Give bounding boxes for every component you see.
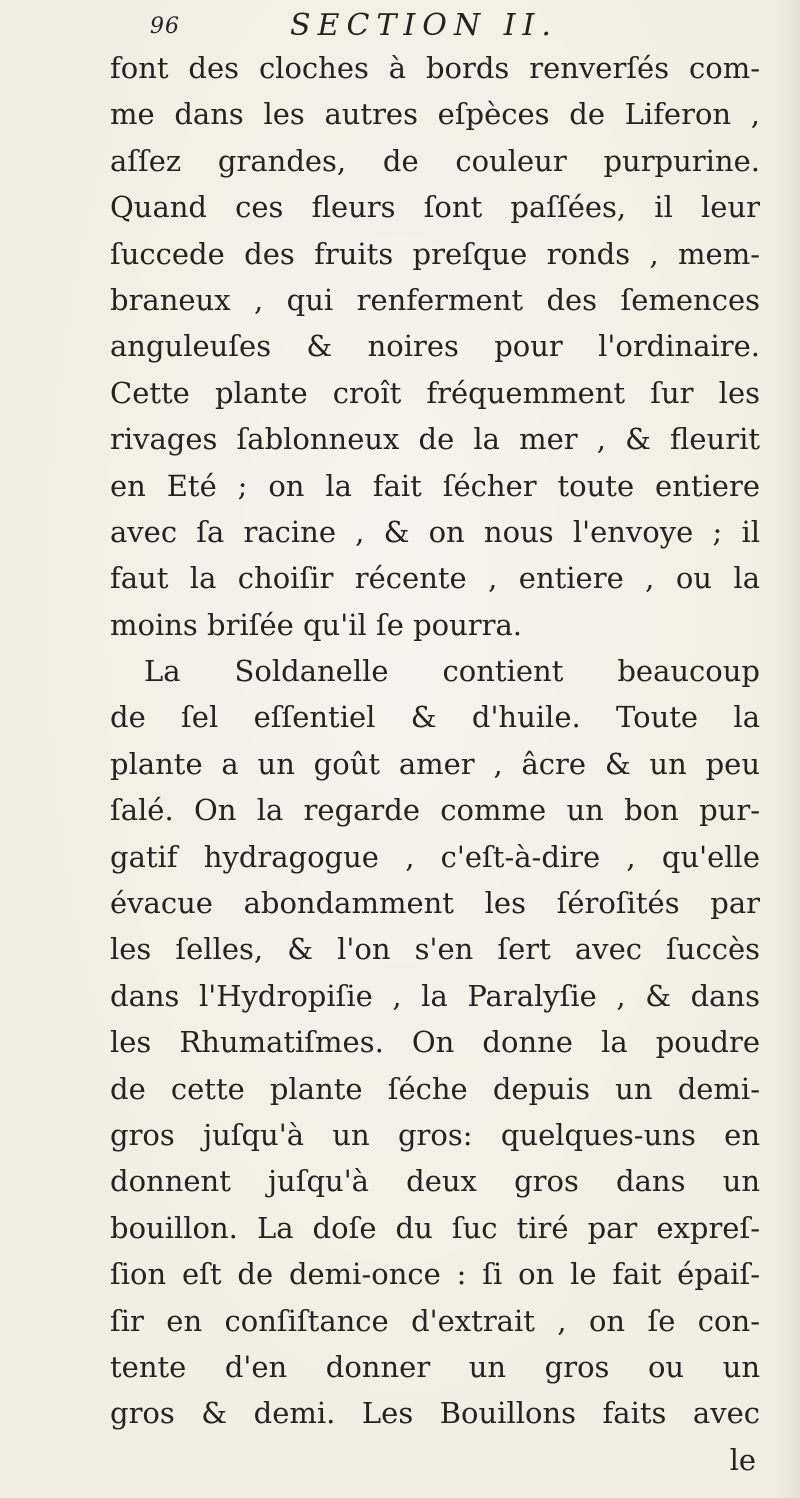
running-head: SECTION II. (290, 8, 558, 43)
text-line: plante a un goût amer , âcre & un peu (110, 746, 760, 781)
text-line: avec ſa racine , & on nous l'envoye ; il (110, 514, 760, 549)
body-text (110, 45, 760, 1483)
text-line: faut la choiſir récente , entiere , ou la (110, 561, 760, 596)
text-line: me dans les autres eſpèces de Liferon , (110, 97, 760, 132)
text-line: gros & demi. Les Bouillons faits avec (110, 1396, 760, 1431)
catchword: le (729, 1442, 756, 1477)
text-line: ſalé. On la regarde comme un bon pur- (110, 793, 760, 828)
paragraph-start-line: La Soldanelle contient beaucoup (144, 654, 760, 689)
text-line: Quand ces fleurs ſont paſſées, il leur (110, 190, 760, 225)
text-line: de ſel eſſentiel & d'huile. Toute la (110, 700, 760, 735)
text-line: dans l'Hydropiſie , la Paralyſie , & dans (110, 978, 760, 1013)
text-line: de cette plante ſéche depuis un demi- (110, 1071, 760, 1106)
text-line: Cette plante croît fréquemment ſur les (110, 375, 760, 410)
text-line: font des cloches à bords renverſés com- (110, 51, 760, 85)
text-line: les ſelles, & l'on s'en ſert avec ſuccès (110, 932, 760, 967)
text-line: bouillon. La doſe du ſuc tiré par expreſ- (110, 1210, 760, 1245)
page-edge-shadow (774, 0, 800, 1498)
text-line: ſir en conſiſtance d'extrait , on ſe con- (110, 1303, 760, 1338)
page-number: 96 (150, 14, 180, 39)
text-line: les Rhumatiſmes. On donne la poudre (110, 1025, 760, 1060)
text-line: gros juſqu'à un gros: quelques-uns en (110, 1117, 760, 1152)
text-line: ſuccede des fruits preſque ronds , mem- (110, 236, 760, 271)
text-line: tente d'en donner un gros ou un (110, 1349, 760, 1384)
text-line: rivages ſablonneux de la mer , & fleurit (110, 422, 760, 457)
text-line: donnent juſqu'à deux gros dans un (110, 1164, 760, 1199)
text-line: anguleuſes & noires pour l'ordinaire. (110, 329, 760, 364)
text-line: braneux , qui renferment des ſemences (110, 282, 760, 317)
text-line: en Eté ; on la fait ſécher toute entiere (110, 468, 760, 503)
paragraph-end-line: moins briſée qu'il ſe pourra. (110, 607, 523, 642)
text-line: aſſez grandes, de couleur purpurine. (110, 143, 760, 178)
text-line: évacue abondamment les ſéroſités par (110, 886, 760, 921)
text-line: gatif hydragogue , c'eſt-à-dire , qu'elle (110, 839, 760, 874)
page-header (150, 6, 670, 50)
text-line: ſion eſt de demi-once : ſi on le fait épaiſ- (110, 1257, 760, 1292)
